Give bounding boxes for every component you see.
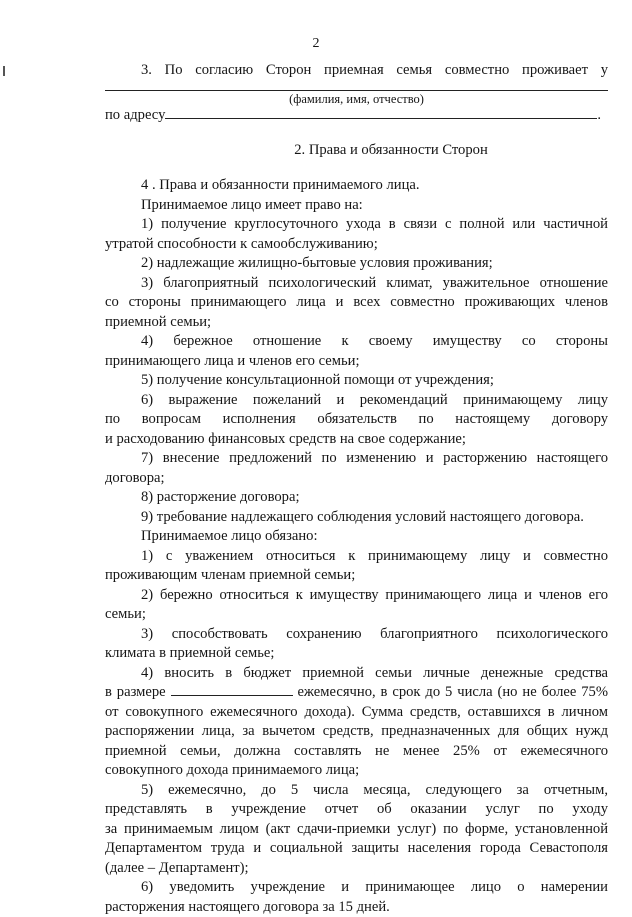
rights-list [105,215,608,527]
right-item-9-line: 9) требование надлежащего соблюдения условий настоящего договора. [105,508,608,528]
right-item-7 [105,449,608,488]
right-item-4-line: 4) бережное отношение к своему имуществу со стороны [105,332,608,352]
obligation-item-1 [105,547,608,586]
right-item-6-line: по вопросам исполнения обязательств по настоящему договору [105,410,608,430]
right-item-3-line: со стороны принимающего лица и всех совместно проживающих членов [105,293,608,313]
right-item-7-line: 7) внесение предложений по изменению и расторжению настоящего [105,449,608,469]
right-item-3-line: приемной семьи; [105,313,608,333]
obligation-item-6-line: расторжения настоящего договора за 15 дней. [105,898,608,917]
right-item-5 [105,371,608,391]
right-item-6-line: 6) выражение пожеланий и рекомендаций принимающему лицу [105,391,608,411]
obligation-4-rest-line: от совокупного ежемесячного дохода). Сумма средств, оставшихся в личном [105,703,608,723]
obligation-item-5-line: (далее – Департамент); [105,859,608,879]
obligation-item-3 [105,625,608,664]
right-item-6-line: и расходованию финансовых средств на свое содержание; [105,430,608,450]
right-item-8 [105,488,608,508]
obligation-6 [105,878,608,917]
name-fill-line [105,90,608,91]
right-item-5-line: 5) получение консультационной помощи от учреждения; [105,371,608,391]
address-line [105,105,608,126]
obligation-item-2-line: 2) бережно относиться к имуществу принимающего лица и членов его [105,586,608,606]
right-item-4 [105,332,608,371]
obligation-item-5-line: за принимаемым лицом (акт сдачи-приемки услуг) по форме, установленной [105,820,608,840]
obligation-item-3-line: климата в приемной семье; [105,644,608,664]
right-item-1-line: 1) получение круглосуточного ухода в связи с полной или частичной [105,215,608,235]
scan-edge-mark [3,66,5,76]
page-number: 2 [0,36,632,52]
obligation-item-1-line: 1) с уважением относиться к принимающему лицу и совместно [105,547,608,567]
obligation-item-2-line: семьи; [105,605,608,625]
obligation-item-2 [105,586,608,625]
address-period: . [597,107,601,123]
right-item-3 [105,274,608,333]
right-item-1 [105,215,608,254]
amount-prefix: в размере [105,684,166,700]
right-item-3-line: 3) благоприятный психологический климат, уважительное отношение [105,274,608,294]
obligation-item-1-line: проживающим членам приемной семьи; [105,566,608,586]
obligation-4-rest [105,703,608,781]
right-item-7-line: договора; [105,469,608,489]
clause-3 [105,61,608,81]
address-label: по адресу [105,107,165,123]
obligation-item-6 [105,878,608,917]
obligations-list [105,547,608,664]
obligation-4-line-2 [105,683,608,703]
name-caption: (фамилия, имя, отчество) [105,92,608,107]
obligation-item-6-line: 6) уведомить учреждение и принимающее лицо о намерении [105,878,608,898]
obligation-4-rest-line: совокупного дохода принимаемого лица; [105,761,608,781]
right-item-4-line: принимающего лица и членов его семьи; [105,352,608,372]
amount-suffix: ежемесячно, в срок до 5 числа (но не более 75% [297,684,608,700]
item-4-title: 4 . Права и обязанности принимаемого лица. [105,176,608,196]
obligation-item-5-line: Департаментом труда и социальной защиты населения города Севастополя [105,839,608,859]
right-item-2-line: 2) надлежащие жилищно-бытовые условия проживания; [105,254,608,274]
section-heading: 2. Права и обязанности Сторон [0,142,632,159]
obligation-item-3-line: 3) способствовать сохранению благоприятного психологического [105,625,608,645]
obligation-4-rest-line: приемной семьи, должна составлять не менее 25% от ежемесячного [105,742,608,762]
obligation-4-line-1: 4) вносить в бюджет приемной семьи личные денежные средства [105,664,608,684]
address-fill-line [165,105,597,119]
obligation-5 [105,781,608,879]
body-text [105,176,608,917]
right-item-6 [105,391,608,450]
obligation-item-5 [105,781,608,879]
right-item-8-line: 8) расторжение договора; [105,488,608,508]
obligation-item-5-line: представлять в учреждение отчет об оказании услуг по уходу [105,800,608,820]
obligations-intro: Принимаемое лицо обязано: [105,527,608,547]
obligation-4 [105,664,608,781]
amount-blank [171,683,293,696]
right-item-2 [105,254,608,274]
clause-3-text: 3. По согласию Сторон приемная семья совместно проживает у [105,61,608,81]
right-item-9 [105,508,608,528]
obligation-item-5-line: 5) ежемесячно, до 5 числа месяца, следующего за отчетным, [105,781,608,801]
obligation-4-rest-line: распоряжении лица, за вычетом средств, предназначенных для общих нужд [105,722,608,742]
rights-intro: Принимаемое лицо имеет право на: [105,196,608,216]
right-item-1-line: утратой способности к самообслуживанию; [105,235,608,255]
